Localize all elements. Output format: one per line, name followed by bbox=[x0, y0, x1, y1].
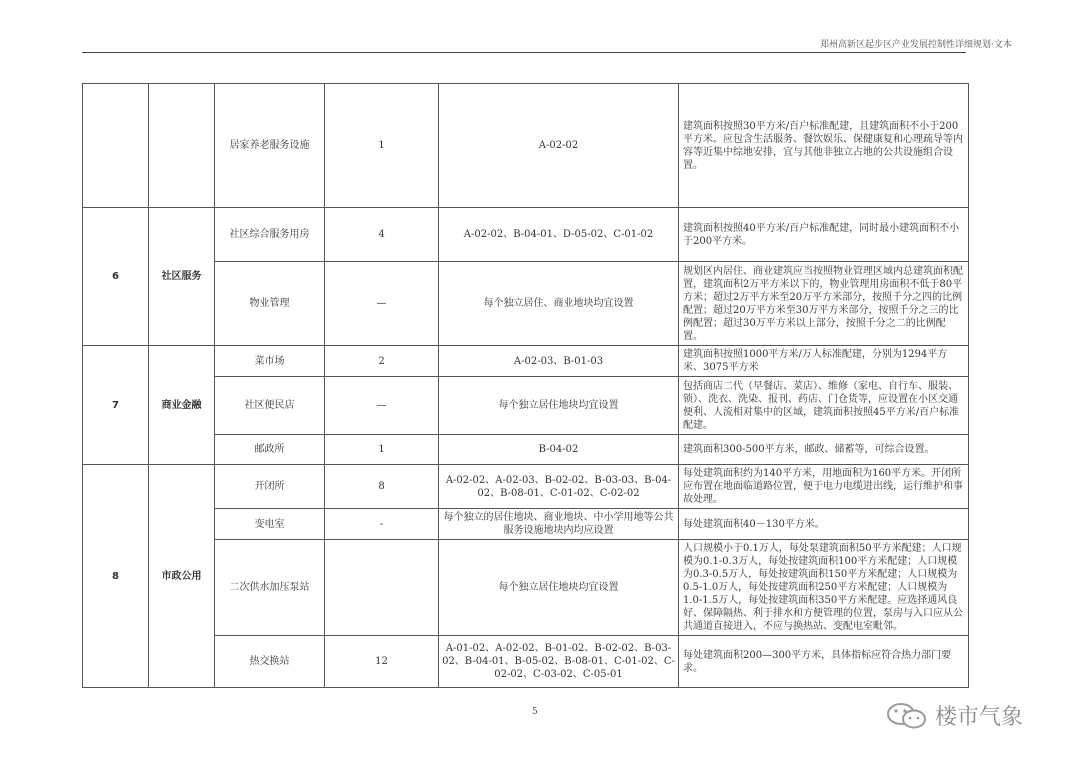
page-header-title: 郑州高新区起步区产业发展控制性详细规划·文本 bbox=[820, 40, 1012, 50]
facility-name: 居家养老服务设施 bbox=[215, 84, 325, 208]
category-number: 7 bbox=[83, 346, 149, 465]
facility-codes: A-02-02、A-02-03、B-02-02、B-03-03、B-04-02、B-08-01、C-01-02、C-02-02 bbox=[439, 465, 679, 509]
category-name: 社区服务 bbox=[149, 208, 215, 346]
facility-desc: 每处建筑面积200—300平方米，具体指标应符合热力部门要求。 bbox=[679, 636, 969, 688]
table-row bbox=[83, 509, 969, 540]
facility-codes: A-02-03、B-01-03 bbox=[439, 346, 679, 377]
table-row bbox=[83, 377, 969, 435]
facility-name: 热交换站 bbox=[215, 636, 325, 688]
table-row bbox=[83, 540, 969, 636]
table-row bbox=[83, 262, 969, 346]
facility-desc: 规划区内居住、商业建筑应当按照物业管理区域内总建筑面积配置，建筑面积2万平方米以下的，物业管理用房面积不低于80平方米；超过2万平方米至20万平方米部分，按照千分之四的比例配置；超过20万平方米至30万平方米部分，按照千分之三的比例配置；超过30万平方米以上部分，按照千分之二的比例配置。 bbox=[679, 262, 969, 346]
facility-name: 菜市场 bbox=[215, 346, 325, 377]
facility-count: 1 bbox=[325, 84, 439, 208]
facility-table bbox=[82, 83, 969, 688]
facility-count bbox=[325, 540, 439, 636]
facility-codes: A-01-02、A-02-02、B-01-02、B-02-02、B-03-02、B-04-01、B-05-02、B-08-01、C-01-02、C-02-02、C-03-02、C-05-01 bbox=[439, 636, 679, 688]
facility-desc: 每处建筑面积40－130平方米。 bbox=[679, 509, 969, 540]
watermark bbox=[885, 700, 1023, 731]
table-row bbox=[83, 84, 969, 208]
table-row bbox=[83, 208, 969, 262]
facility-name: 开闭所 bbox=[215, 465, 325, 509]
facility-codes: 每个独立居住、商业地块均宜设置 bbox=[439, 262, 679, 346]
num-cell-empty bbox=[83, 84, 149, 208]
page-number: 5 bbox=[532, 707, 538, 717]
facility-desc: 建筑面积按照1000平方米/万人标准配建，分别为1294平方米、3075平方米 bbox=[679, 346, 969, 377]
wechat-logo-icon bbox=[885, 701, 929, 731]
category-name: 商业金融 bbox=[149, 346, 215, 465]
category-number: 8 bbox=[83, 465, 149, 688]
watermark-text: 楼市气象 bbox=[935, 705, 1024, 730]
facility-name: 社区便民店 bbox=[215, 377, 325, 435]
facility-count: — bbox=[325, 262, 439, 346]
facility-desc: 建筑面积按照40平方米/百户标准配建，同时最小建筑面积不小于200平方米。 bbox=[679, 208, 969, 262]
facility-desc: 人口规模小于0.1万人，每处泵建筑面积50平方米配建；人口规模为0.1-0.3万人，每处按建筑面积100平方米配建；人口规模为0.3-0.5万人，每处按建筑面积150平方米配建；人口规模为0.5-1.0万人，每处按建筑面积250平方米配建；人口规模为1.0-1.5万人，每处按建筑面积350平方米配建。应选择通风良好、保障隔热、利于排水和方便管理的位置，泵房与入口应从公共通道直接进入，不应与换热站、变配电室毗邻。 bbox=[679, 540, 969, 636]
facility-count: 1 bbox=[325, 435, 439, 465]
facility-name: 物业管理 bbox=[215, 262, 325, 346]
facility-count: 4 bbox=[325, 208, 439, 262]
facility-name: 社区综合服务用房 bbox=[215, 208, 325, 262]
facility-count: 12 bbox=[325, 636, 439, 688]
facility-codes: B-04-02 bbox=[439, 435, 679, 465]
facility-count: - bbox=[325, 509, 439, 540]
table-row bbox=[83, 636, 969, 688]
facility-count: 2 bbox=[325, 346, 439, 377]
table-row bbox=[83, 465, 969, 509]
facility-desc: 建筑面积300-500平方米，邮政、储蓄等，可综合设置。 bbox=[679, 435, 969, 465]
facility-codes: 每个独立居住地块均宜设置 bbox=[439, 377, 679, 435]
table-row bbox=[83, 346, 969, 377]
facility-desc: 每处建筑面积约为140平方米，用地面积为160平方米。开闭所应布置在地面临道路位置，便于电力电缆进出线，运行维护和事故处理。 bbox=[679, 465, 969, 509]
table-row bbox=[83, 435, 969, 465]
category-cell-empty bbox=[149, 84, 215, 208]
facility-codes: A-02-02 bbox=[439, 84, 679, 208]
facility-codes: A-02-02、B-04-01、D-05-02、C-01-02 bbox=[439, 208, 679, 262]
facility-count: — bbox=[325, 377, 439, 435]
facility-name: 邮政所 bbox=[215, 435, 325, 465]
category-name: 市政公用 bbox=[149, 465, 215, 688]
header-rule bbox=[82, 52, 966, 53]
facility-codes: 每个独立居住地块均宜设置 bbox=[439, 540, 679, 636]
facility-codes: 每个独立的居住地块、商业地块、中小学用地等公共服务设施地块内均应设置 bbox=[439, 509, 679, 540]
facility-desc: 包括商店二代（早餐店、菜店）、维修（家电、自行车、服装、锁）、洗衣、洗染、报刊、药店、门仓货等，应设置在小区交通便利、人流相对集中的区域，建筑面积按照45平方米/百户标准配建。 bbox=[679, 377, 969, 435]
category-number: 6 bbox=[83, 208, 149, 346]
facility-name: 变电室 bbox=[215, 509, 325, 540]
facility-desc: 建筑面积按照30平方米/百户标准配建，且建筑面积不小于200平方米。应包含生活服务、餐饮娱乐、保健康复和心理疏导等内容等近集中综地安排，宜与其他非独立占地的公共设施组合设置。 bbox=[679, 84, 969, 208]
facility-name: 二次供水加压泵站 bbox=[215, 540, 325, 636]
facility-count: 8 bbox=[325, 465, 439, 509]
